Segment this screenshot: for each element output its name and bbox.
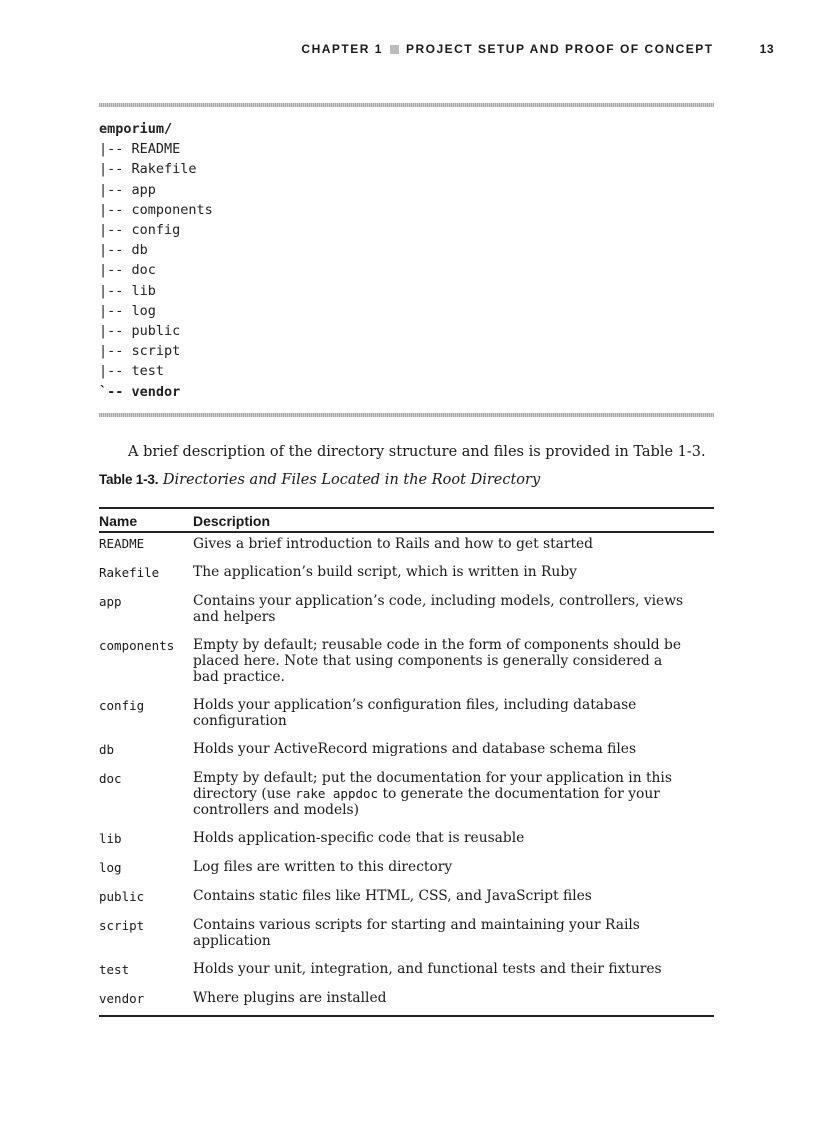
description-text: Empty by default; put the documentation for your application in this directory (use — [193, 770, 672, 802]
table-row — [99, 561, 714, 590]
row-name: vendor — [99, 987, 193, 1016]
description-text: to generate the documentation for your controllers and models) — [193, 786, 660, 818]
row-description: Holds your ActiveRecord migrations and database schema files — [193, 741, 637, 757]
row-description: Contains various scripts for starting and maintaining your Rails application — [193, 917, 640, 949]
row-description: Gives a brief introduction to Rails and how to get started — [193, 536, 594, 552]
row-name: Rakefile — [99, 565, 160, 580]
table-caption-text: Directories and Files Located in the Root Directory — [162, 472, 541, 488]
table-row — [99, 738, 714, 767]
table-row — [99, 827, 714, 856]
table-row — [99, 987, 714, 1016]
code-line: |-- components — [99, 201, 213, 218]
row-description: Holds your unit, integration, and functional tests and their fixtures — [193, 961, 662, 977]
row-description: Log files are written to this directory — [193, 859, 453, 875]
table-row — [99, 856, 714, 885]
row-name: test — [99, 962, 130, 977]
code-line: |-- Rakefile — [99, 161, 197, 178]
row-description: Holds application-specific code that is reusable — [193, 830, 525, 846]
running-header — [99, 42, 774, 56]
code-line: |-- log — [99, 302, 156, 319]
header-description: Description — [193, 508, 714, 532]
code-line: |-- config — [99, 222, 181, 239]
table-row — [99, 694, 714, 738]
table-caption-label: Table 1-3. — [99, 472, 159, 487]
code-line: |-- app — [99, 181, 156, 198]
row-name: app — [99, 594, 122, 609]
row-name: log — [99, 860, 122, 875]
code-line: emporium/ — [99, 121, 173, 137]
row-description: Empty by default; reusable code in the form of components should be placed here. Note that using components is generally considered a bad practice. — [193, 637, 682, 685]
directory-tree — [99, 107, 714, 413]
code-line: |-- README — [99, 141, 181, 158]
table-row — [99, 590, 714, 634]
table-row — [99, 914, 714, 958]
code-line: |-- test — [99, 363, 165, 380]
table-row — [99, 634, 714, 694]
row-name: lib — [99, 831, 122, 846]
row-name: public — [99, 889, 145, 904]
code-listing — [99, 103, 714, 417]
table-row — [99, 885, 714, 914]
row-name: script — [99, 918, 145, 933]
separator-square-icon — [390, 45, 399, 54]
row-description: Contains your application’s code, including models, controllers, views and helpers — [193, 593, 684, 625]
row-name: config — [99, 698, 145, 713]
chapter-label: CHAPTER 1 — [301, 42, 383, 56]
code-line: `-- vendor — [99, 383, 181, 400]
code-line: |-- script — [99, 343, 181, 360]
row-description — [193, 767, 714, 827]
row-description: Contains static files like HTML, CSS, and JavaScript files — [193, 888, 592, 904]
code-line: |-- lib — [99, 282, 156, 299]
body-paragraph: A brief description of the directory structure and files is provided in Table 1-3. — [128, 443, 706, 460]
table-row — [99, 532, 714, 561]
code-line: |-- doc — [99, 262, 156, 279]
row-description: The application’s build script, which is written in Ruby — [193, 564, 577, 580]
row-description: Where plugins are installed — [193, 987, 714, 1016]
code-line: |-- public — [99, 323, 181, 340]
directories-table — [99, 507, 714, 1017]
table-row — [99, 767, 714, 827]
inline-code: rake appdoc — [295, 786, 379, 801]
listing-bottom-rule — [99, 413, 714, 417]
table-header-row — [99, 508, 714, 532]
row-name: README — [99, 536, 145, 551]
page-number: 13 — [759, 42, 774, 56]
row-name: db — [99, 742, 115, 757]
row-description: Holds your application’s configuration files, including database configuration — [193, 697, 637, 729]
table-caption — [99, 472, 714, 488]
header-name: Name — [99, 508, 193, 532]
table-row — [99, 958, 714, 987]
row-name: doc — [99, 771, 122, 786]
chapter-title: PROJECT SETUP AND PROOF OF CONCEPT — [405, 42, 714, 56]
row-name: components — [99, 638, 175, 653]
code-line: |-- db — [99, 242, 148, 259]
